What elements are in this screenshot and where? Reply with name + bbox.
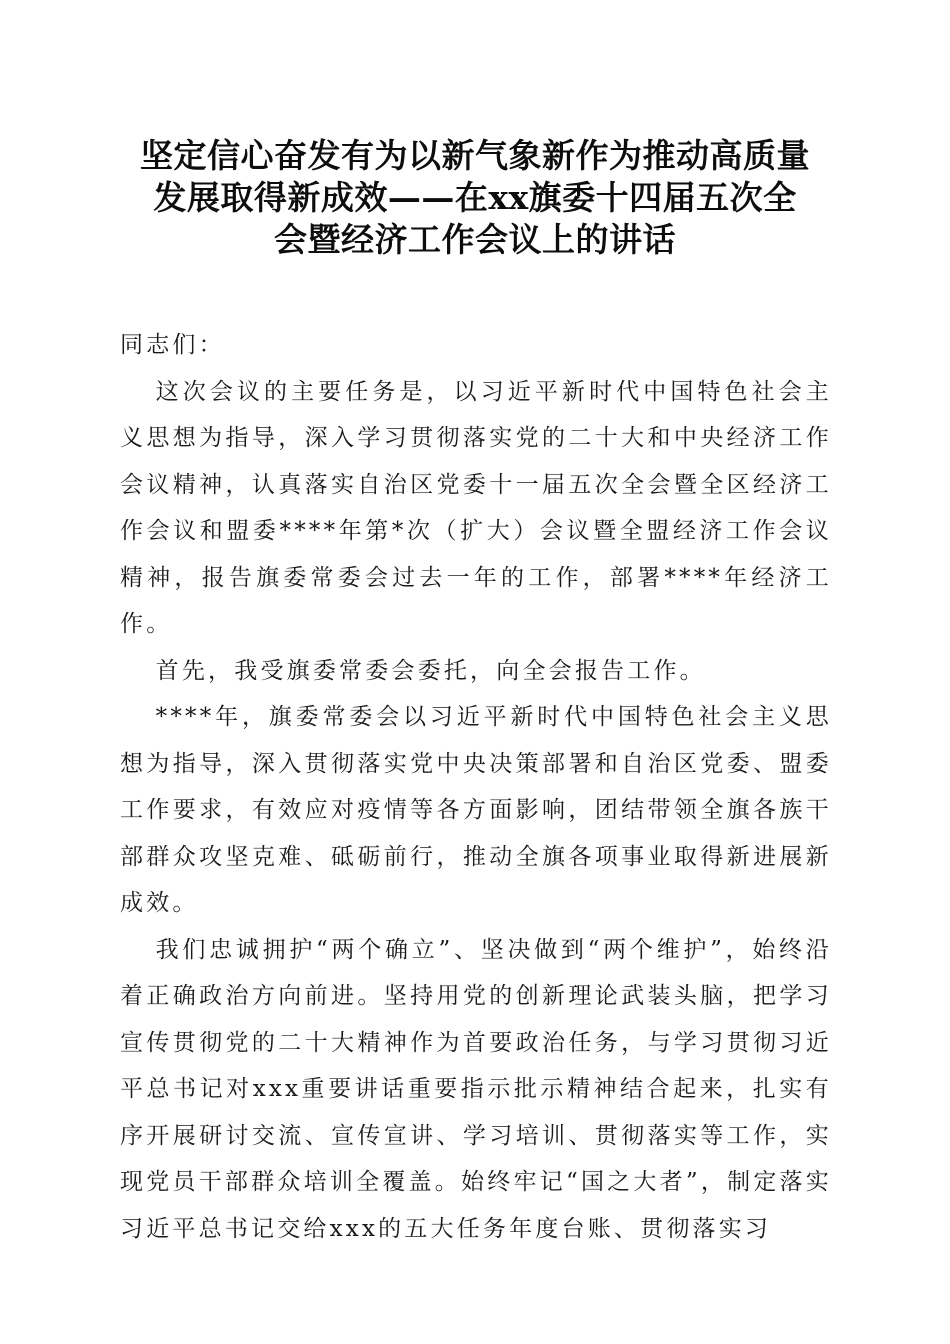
paragraph: 我们忠诚拥护“两个确立”、坚决做到“两个维护”，始终沿着正确政治方向前进。坚持用党的创新理论武装头脑，把学习宣传贯彻党的二十大精神作为首要政治任务，与学习贯彻习近平总书记对xxx重要讲话重要指示批示精神结合起来，扎实有序开展研讨交流、宣传宣讲、学习培训、贯彻落实等工作，实现党员干部群众培训全覆盖。始终牢记“国之大者”，制定落实习近平总书记交给xxx的五大任务年度台账、贯彻落实习: [120, 936, 832, 1242]
document-title: [100, 135, 850, 261]
title-line: 会暨经济工作会议上的讲话: [274, 220, 676, 259]
document-body: [120, 322, 832, 1252]
paragraph: 这次会议的主要任务是，以习近平新时代中国特色社会主义思想为指导，深入学习贯彻落实党的二十大和中央经济工作会议精神，认真落实自治区党委十一届五次全会暨全区经济工作会议和盟委****年第*次（扩大）会议暨全盟经济工作会议精神，报告旗委常委会过去一年的工作，部署****年经济工作。: [120, 378, 832, 637]
title-line: 发展取得新成效——在xx旗委十四届五次全: [153, 178, 797, 217]
paragraph: 首先，我受旗委常委会委托，向全会报告工作。: [155, 657, 706, 684]
title-line: 坚定信心奋发有为以新气象新作为推动高质量: [140, 136, 810, 175]
salutation: 同志们：: [120, 332, 225, 358]
paragraph: ****年，旗委常委会以习近平新时代中国特色社会主义思想为指导，深入贯彻落实党中央决策部署和自治区党委、盟委工作要求，有效应对疫情等各方面影响，团结带领全旗各族干部群众攻坚克难、砥砺前行，推动全旗各项事业取得新进展新成效。: [120, 704, 832, 916]
